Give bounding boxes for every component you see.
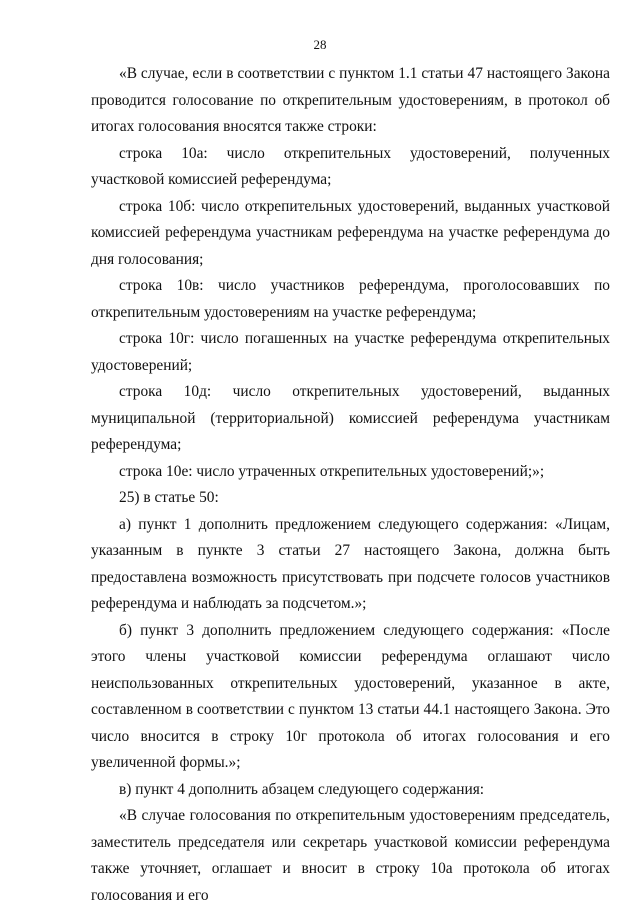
page-number: 28 [313, 37, 327, 52]
paragraph-line-10e: строка 10е: число утраченных открепительных удостоверений;»; [119, 462, 545, 480]
paragraph-item-25: 25) в статье 50: [119, 489, 219, 506]
paragraph-line-10a: строка 10а: число открепительных удостоверений, полученных участковой комиссией референдума; [91, 144, 610, 188]
paragraph-line-10g: строка 10г: число погашенных на участке референдума открепительных удостоверений; [91, 330, 610, 374]
document-body [91, 61, 610, 909]
paragraph-line-10v: строка 10в: число участников референдума, проголосовавших по открепительным удостоверениям на участке референдума; [91, 277, 610, 321]
paragraph-subitem-v: в) пункт 4 дополнить абзацем следующего содержания: [119, 780, 485, 798]
paragraph-subitem-a: а) пункт 1 дополнить предложением следующего содержания: «Лицам, указанным в пункте 3 статьи 27 настоящего Закона, должна быть предоставлена возможность присутствовать при подсчете голосов участников референдума и наблюдать за подсчетом.»; [91, 515, 610, 612]
paragraph-quote-continuation: «В случае голосования по открепительным удостоверениям председатель, заместитель председателя или секретарь участковой комиссии референдума также уточняет, оглашает и вносит в строку 10а протокола об итогах голосования и его [91, 807, 610, 904]
paragraph-line-10b: строка 10б: число открепительных удостоверений, выданных участковой комиссией референдума участникам референдума на участке референдума до дня голосования; [91, 197, 610, 268]
paragraph-intro: «В случае, если в соответствии с пунктом 1.1 статьи 47 настоящего Закона проводится голосование по открепительным удостоверениям, в протокол об итогах голосования вносятся также строки: [91, 65, 610, 135]
paragraph-subitem-b: б) пункт 3 дополнить предложением следующего содержания: «После этого члены участковой комиссии референдума оглашают число неиспользованных открепительных удостоверений, указанное в акте, составленном в соответствии с пунктом 13 статьи 44.1 настоящего Закона. Это число вносится в строку 10г протокола об итогах голосования и его увеличенной формы.»; [91, 621, 610, 771]
paragraph-line-10d: строка 10д: число открепительных удостоверений, выданных муниципальной (территориальной) комиссией референдума участникам референдума; [91, 383, 610, 453]
